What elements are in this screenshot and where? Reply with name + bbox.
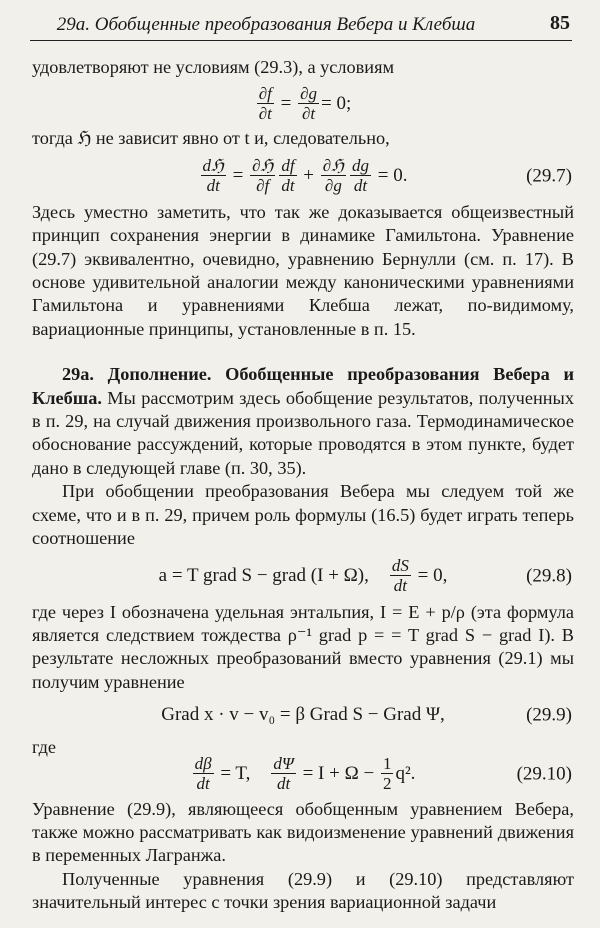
- eq4-body: Grad x · v − v₀ = β Grad S − Grad Ψ,: [161, 704, 445, 726]
- equation-number: (29.7): [526, 165, 572, 187]
- paragraph-2: тогда ℌ не зависит явно от t и, следовательно,: [32, 128, 390, 149]
- page-body: [32, 56, 574, 915]
- eq3-left: a = T grad S − grad (I + Ω),: [158, 564, 369, 586]
- eq5-tail: q².: [395, 762, 416, 784]
- equation-29-7: $\frac{\text{dℌ}}{dt}$ = $\frac{\text{∂ℌ}}{\partial f}$ $\frac{df}{dt}$ + $\frac{\text{∂ℌ}}{\partial g}$ $\frac{dg}{dt}$ = 0. (29.7): [202, 156, 572, 196]
- section-text: Мы рассмотрим здесь обобщение результатов, полученных в п. 29, на случай движения произвольного газа. Термодинамическое обоснование рассуждений, которые проводятся в этом пункте, будет дано в следующей главе (п. 30, 35).: [32, 387, 574, 478]
- equation-29-10: $\frac{d\beta}{dt}$ = T, $\frac{d\Psi}{dt}$ = I + Ω − $\frac{1}{2}$ q². (29.10): [194, 754, 572, 794]
- equation-29-8: a = T grad S − grad (I + Ω), $\frac{dS}{dt}$ = 0, (29.8): [158, 556, 572, 595]
- section-heading: 29а. Дополнение. Обобщенные преобразования Вебера и Клебша.: [32, 364, 574, 408]
- paragraph-4: При обобщении преобразования Вебера мы следуем той же схеме, что и в п. 29, причем роль формулы (16.5) будет играть теперь соотношение: [32, 481, 574, 549]
- running-header: [30, 6, 572, 41]
- paragraph-6: где: [32, 737, 57, 758]
- eq1-tail: = 0;: [321, 92, 352, 114]
- equation-number: (29.8): [526, 564, 572, 586]
- paragraph-1: удовлетворяют не условиям (29.3), а условиям: [32, 57, 395, 77]
- eq2-tail: = 0.: [377, 165, 408, 187]
- equation-number: (29.9): [526, 704, 572, 726]
- paragraph-8: Полученные уравнения (29.9) и (29.10) представляют значительный интерес с точки зрения вариационной задачи: [32, 868, 574, 913]
- section-paragraph: [32, 363, 574, 480]
- equation-number: (29.10): [516, 762, 572, 784]
- equation-29-9: [32, 694, 574, 736]
- header-title: 29а. Обобщенные преобразования Вебера и Клебша: [56, 14, 476, 35]
- paragraph-5: где через I обозначена удельная энтальпия, I = E + p/ρ (эта формула является следствием тождества ρ⁻¹ grad p = = T grad S − grad I). В результате несложных преобразований вместо уравнения (29.1) мы получим уравнение: [32, 601, 574, 692]
- paragraph-3: Здесь уместно заметить, что так же доказывается общеизвестный принцип сохранения энергии в динамике Гамильтона. Уравнение (29.7) эквивалентно, очевидно, уравнению Бернулли (см. п. 17). В основе удивительной аналогии между каноническими уравнениями Гамильтона и уравнениями Клебша лежат, по-видимому, вариационные принципы, установленные в п. 15.: [32, 201, 574, 339]
- eq5-part2: = I + Ω −: [302, 762, 375, 784]
- eq5-part1: = T,: [220, 762, 251, 784]
- page-number: 85: [550, 12, 570, 34]
- paragraph-7: Уравнение (29.9), являющееся обобщенным уравнением Вебера, также можно рассматривать как видоизменение уравнений движения в переменных Лагранжа.: [32, 798, 574, 866]
- eq3-tail: = 0,: [417, 564, 448, 586]
- equation-conditions: $\frac{\partial f}{\partial t}$ = $\frac{\partial g}{\partial t}$ = 0;: [258, 83, 352, 123]
